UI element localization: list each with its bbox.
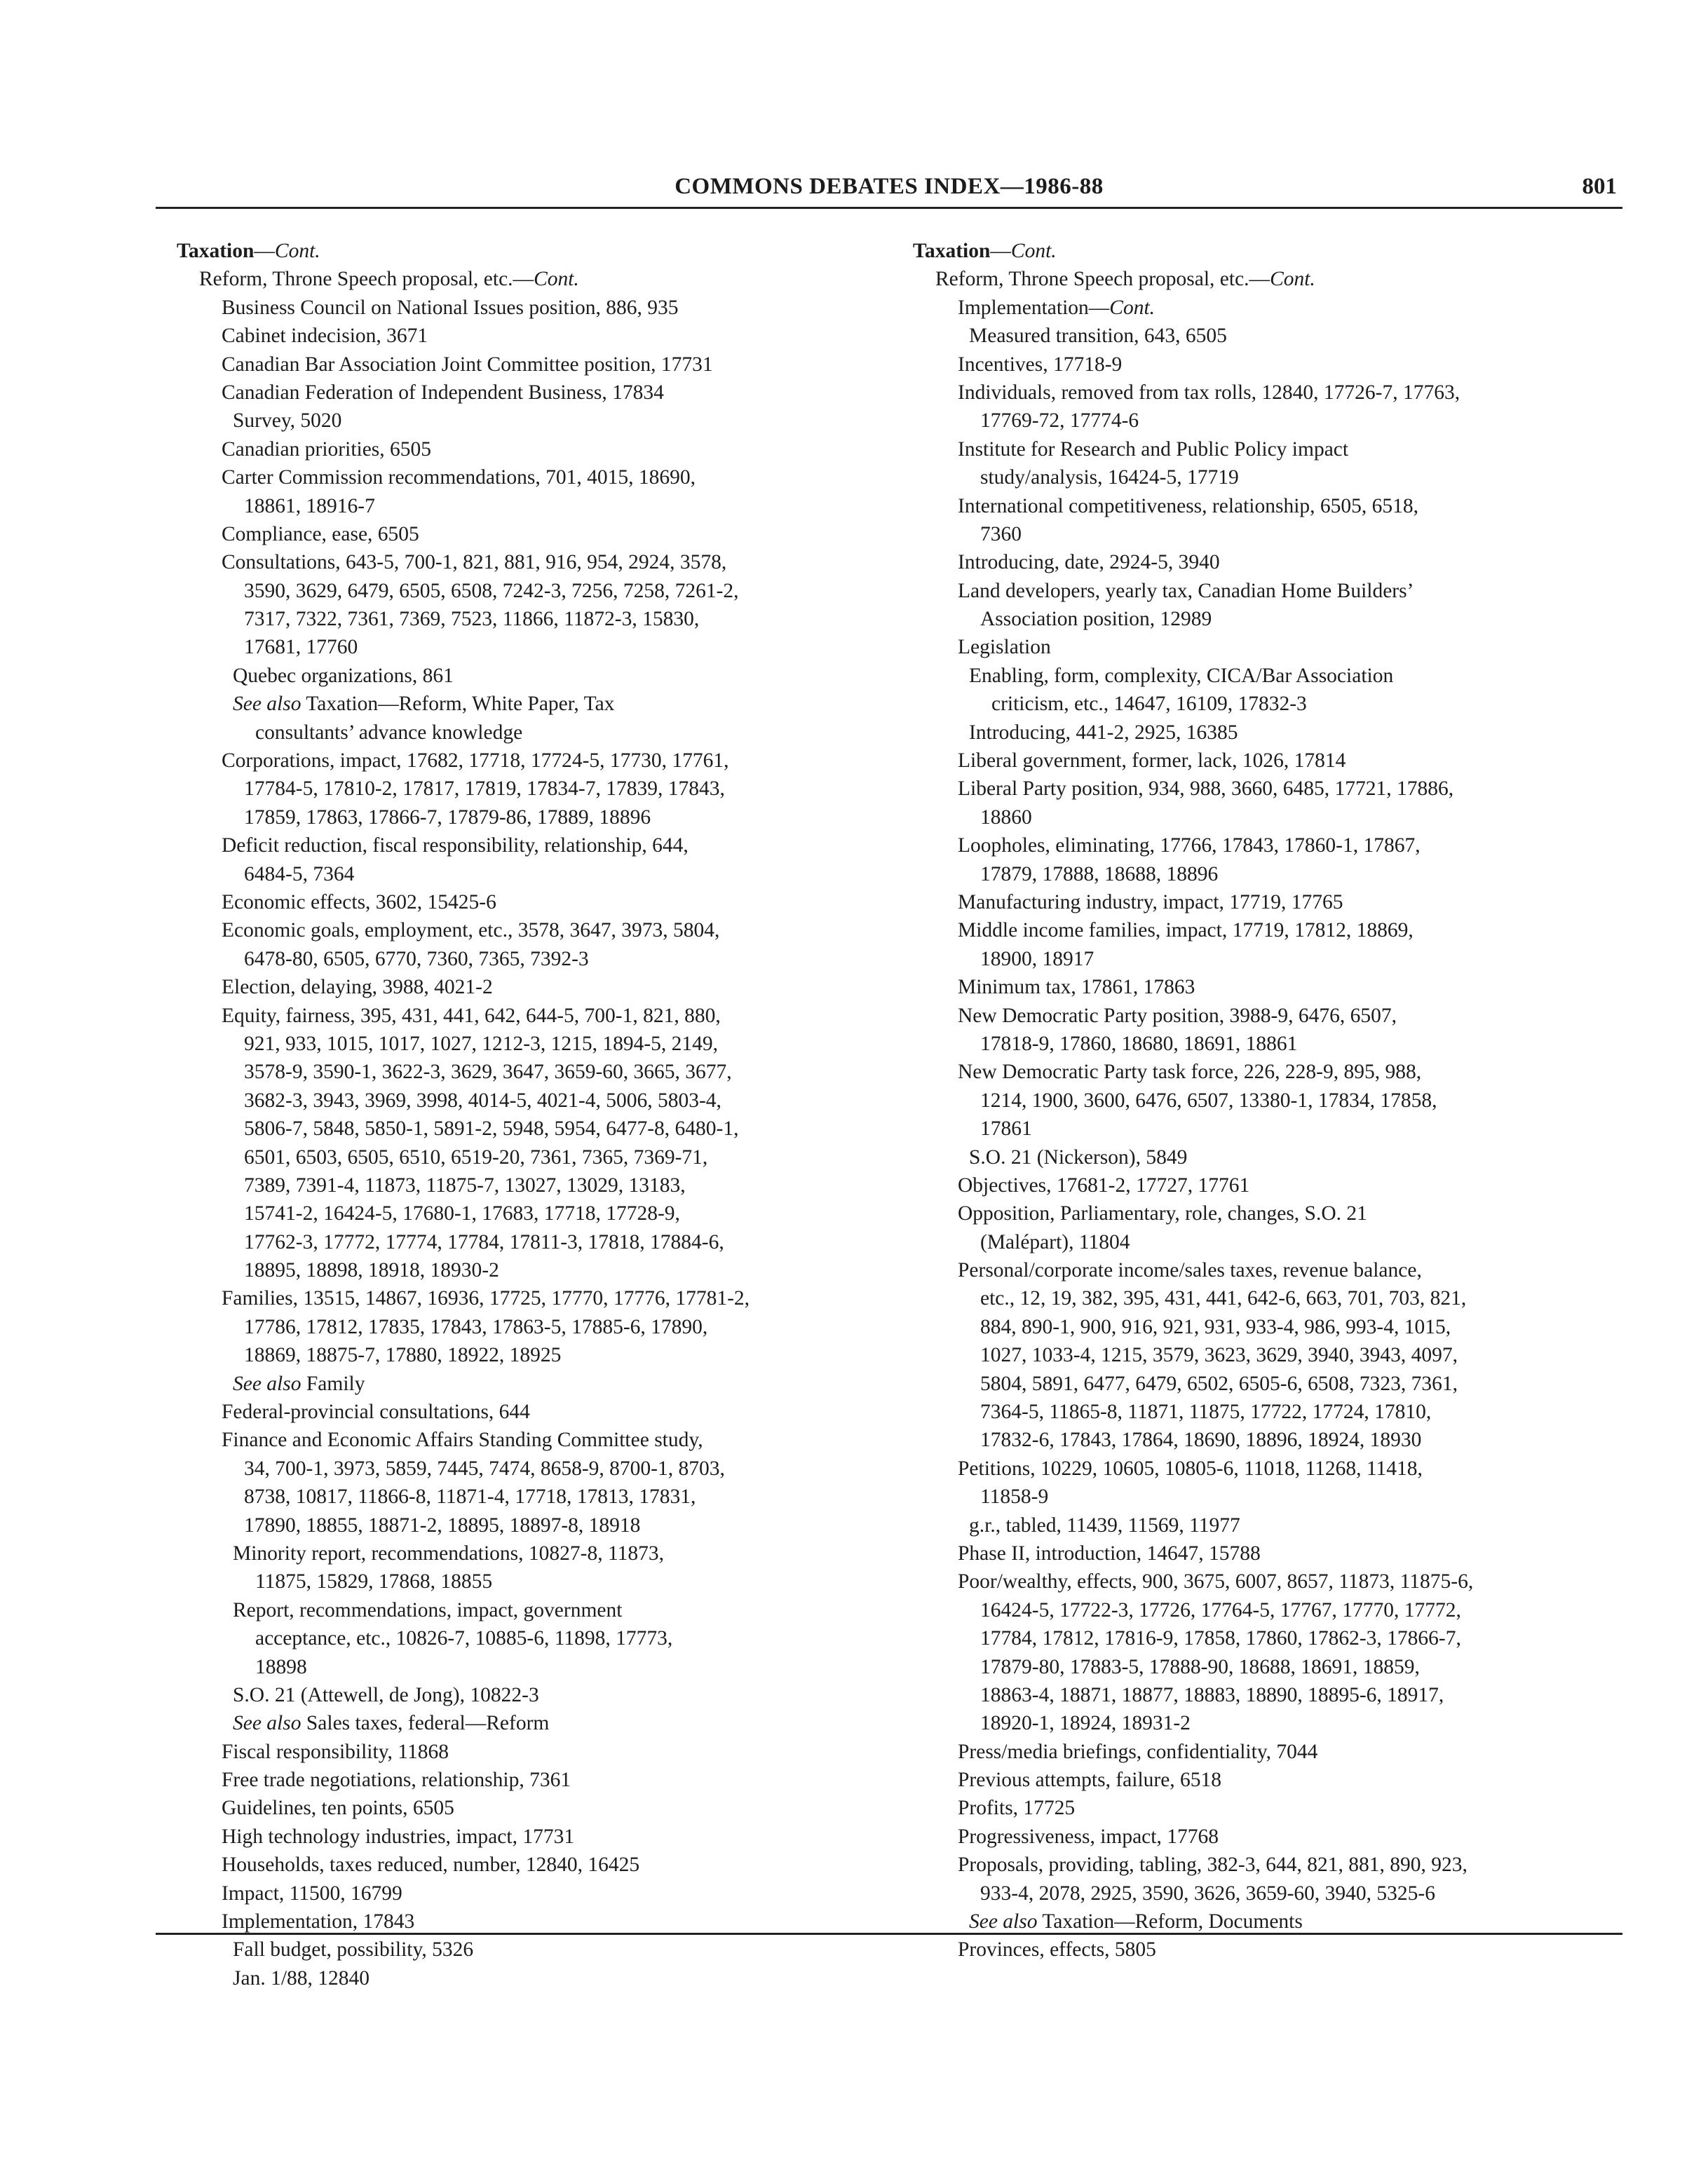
index-entry bbox=[177, 548, 878, 576]
index-entry bbox=[913, 1624, 1607, 1652]
entry-text: 17861 bbox=[980, 1117, 1032, 1141]
index-entry bbox=[177, 1455, 878, 1483]
entry-text: 17832-6, 17843, 17864, 18690, 18896, 18924, 18930 bbox=[980, 1429, 1422, 1452]
index-entry bbox=[913, 945, 1607, 973]
index-entry bbox=[913, 1058, 1607, 1086]
entry-text: Minimum tax, 17861, 17863 bbox=[958, 976, 1195, 999]
entry-text: 5806-7, 5848, 5850-1, 5891-2, 5948, 5954, 6477-8, 6480-1, bbox=[244, 1117, 739, 1141]
entry-text: Association position, 12989 bbox=[980, 608, 1212, 631]
entry-text: 3590, 3629, 6479, 6505, 6508, 7242-3, 7256, 7258, 7261-2, bbox=[244, 579, 739, 602]
index-entry bbox=[177, 1823, 878, 1851]
entry-text: 15741-2, 16424-5, 17680-1, 17683, 17718, 17728-9, bbox=[244, 1202, 680, 1225]
heading-text: Taxation bbox=[177, 240, 255, 262]
entry-text: 5804, 5891, 6477, 6479, 6502, 6505-6, 6508, 7323, 7361, bbox=[980, 1372, 1458, 1395]
entry-text: 1214, 1900, 3600, 6476, 6507, 13380-1, 17834, 17858, bbox=[980, 1089, 1437, 1112]
entry-text: Cabinet indecision, 3671 bbox=[222, 325, 428, 348]
index-entry bbox=[913, 1823, 1607, 1851]
entry-text: Election, delaying, 3988, 4021-2 bbox=[222, 976, 493, 999]
entry-text: 3682-3, 3943, 3969, 3998, 4014-5, 4021-4, 5006, 5803-4, bbox=[244, 1089, 721, 1112]
entry-text: Middle income families, impact, 17719, 17812, 18869, bbox=[958, 919, 1414, 942]
index-entry bbox=[913, 1398, 1607, 1426]
index-entry bbox=[913, 577, 1607, 605]
index-entry bbox=[913, 1511, 1607, 1539]
entry-text: 17786, 17812, 17835, 17843, 17863-5, 17885-6, 17890, bbox=[244, 1315, 708, 1338]
index-entry bbox=[913, 662, 1607, 690]
index-entry bbox=[913, 1455, 1607, 1483]
index-entry bbox=[177, 1624, 878, 1652]
entry-text: Taxation—Reform, Documents bbox=[1037, 1910, 1303, 1933]
entry-text: 18861, 18916-7 bbox=[244, 494, 375, 517]
index-entry bbox=[913, 605, 1607, 633]
index-entry bbox=[177, 1398, 878, 1426]
index-entry bbox=[913, 831, 1607, 859]
entry-text: g.r., tabled, 11439, 11569, 11977 bbox=[969, 1514, 1240, 1537]
entry-text: 17818-9, 17860, 18680, 18691, 18861 bbox=[980, 1032, 1298, 1055]
entry-text: Reform, Throne Speech proposal, etc.— bbox=[199, 268, 534, 291]
index-entry bbox=[177, 1115, 878, 1143]
header-rule bbox=[156, 207, 1622, 209]
entry-text: Compliance, ease, 6505 bbox=[222, 522, 419, 545]
entry-text: 17681, 17760 bbox=[244, 636, 358, 659]
entry-text: 34, 700-1, 3973, 5859, 7445, 7474, 8658-9, 8700-1, 8703, bbox=[244, 1457, 725, 1480]
index-entry bbox=[913, 690, 1607, 718]
index-entry bbox=[177, 1851, 878, 1879]
index-entry bbox=[177, 945, 878, 973]
cross-ref-label: Cont. bbox=[1109, 296, 1155, 319]
index-entry bbox=[913, 1738, 1607, 1766]
entry-text: 933-4, 2078, 2925, 3590, 3626, 3659-60, 3940, 5325-6 bbox=[980, 1882, 1435, 1905]
entry-text: Households, taxes reduced, number, 12840, 16425 bbox=[222, 1854, 640, 1877]
index-entry bbox=[177, 1794, 878, 1822]
index-entry bbox=[913, 351, 1607, 379]
entry-text: Manufacturing industry, impact, 17719, 17765 bbox=[958, 890, 1343, 913]
index-entry bbox=[913, 492, 1607, 520]
entry-text: 18920-1, 18924, 18931-2 bbox=[980, 1712, 1191, 1735]
index-entry bbox=[177, 888, 878, 916]
entry-text: Loopholes, eliminating, 17766, 17843, 17860-1, 17867, bbox=[958, 834, 1421, 857]
entry-text: acceptance, etc., 10826-7, 10885-6, 11898, 17773, bbox=[255, 1627, 673, 1650]
index-entry bbox=[913, 860, 1607, 888]
entry-text: Fiscal responsibility, 11868 bbox=[222, 1740, 449, 1763]
index-entry bbox=[177, 1426, 878, 1454]
index-entry bbox=[913, 1908, 1607, 1936]
entry-text: Taxation—Reform, White Paper, Tax bbox=[301, 693, 615, 716]
entry-text: Provinces, effects, 5805 bbox=[958, 1938, 1156, 1962]
entry-text: Report, recommendations, impact, government bbox=[233, 1598, 623, 1622]
index-entry bbox=[913, 1228, 1607, 1256]
cross-ref-label: Cont. bbox=[274, 240, 320, 262]
index-entry bbox=[913, 1341, 1607, 1369]
index-entry bbox=[177, 973, 878, 1001]
index-entry bbox=[177, 1738, 878, 1766]
index-entry bbox=[177, 605, 878, 633]
entry-text: Canadian Federation of Independent Business, 17834 bbox=[222, 381, 664, 404]
entry-text: 18895, 18898, 18918, 18930-2 bbox=[244, 1259, 499, 1282]
entry-text: 6501, 6503, 6505, 6510, 6519-20, 7361, 7365, 7369-71, bbox=[244, 1145, 708, 1169]
entry-text: Quebec organizations, 861 bbox=[233, 664, 454, 687]
index-entry bbox=[913, 1370, 1607, 1398]
index-entry bbox=[177, 351, 878, 379]
entry-text: Deficit reduction, fiscal responsibility, relationship, 644, bbox=[222, 834, 689, 857]
entry-text: 7364-5, 11865-8, 11871, 11875, 17722, 17724, 17810, bbox=[980, 1401, 1432, 1424]
index-entry bbox=[177, 435, 878, 463]
entry-text: 18869, 18875-7, 17880, 18922, 18925 bbox=[244, 1344, 562, 1367]
entry-text: 7317, 7322, 7361, 7369, 7523, 11866, 11872-3, 15830, bbox=[244, 608, 700, 631]
index-entry bbox=[913, 1284, 1607, 1312]
index-entry bbox=[913, 1143, 1607, 1171]
entry-text: Profits, 17725 bbox=[958, 1797, 1076, 1820]
index-entry bbox=[177, 1002, 878, 1030]
index-entry bbox=[913, 1851, 1607, 1879]
index-entry bbox=[177, 690, 878, 718]
index-column-right bbox=[913, 237, 1607, 1964]
index-entry bbox=[177, 1370, 878, 1398]
entry-text: Petitions, 10229, 10605, 10805-6, 11018, 11268, 11418, bbox=[958, 1457, 1423, 1480]
entry-text: Legislation bbox=[958, 636, 1051, 659]
index-entry bbox=[177, 1284, 878, 1312]
index-entry bbox=[913, 322, 1607, 350]
index-column-left bbox=[177, 237, 878, 1992]
entry-text: 8738, 10817, 11866-8, 11871-4, 17718, 17813, 17831, bbox=[244, 1485, 696, 1509]
index-entry bbox=[177, 1568, 878, 1596]
running-head bbox=[156, 174, 1622, 210]
entry-text: Liberal Party position, 934, 988, 3660, 6485, 17721, 17886, bbox=[958, 777, 1454, 801]
entry-text: 18860 bbox=[980, 805, 1032, 829]
entry-text: 3578-9, 3590-1, 3622-3, 3629, 3647, 3659-60, 3665, 3677, bbox=[244, 1061, 732, 1084]
index-entry bbox=[913, 1002, 1607, 1030]
entry-text: 6478-80, 6505, 6770, 7360, 7365, 7392-3 bbox=[244, 947, 589, 970]
index-entry bbox=[177, 1964, 878, 1992]
entry-text: Fall budget, possibility, 5326 bbox=[233, 1938, 474, 1962]
entry-text: S.O. 21 (Nickerson), 5849 bbox=[969, 1145, 1188, 1169]
index-entry bbox=[177, 1936, 878, 1964]
entry-text: 17879, 17888, 18688, 18896 bbox=[980, 862, 1219, 885]
index-heading bbox=[177, 237, 878, 265]
index-entry bbox=[177, 1143, 878, 1171]
entry-text: New Democratic Party task force, 226, 228-9, 895, 988, bbox=[958, 1061, 1422, 1084]
entry-text: 17784, 17812, 17816-9, 17858, 17860, 17862-3, 17866-7, bbox=[980, 1627, 1461, 1650]
index-entry bbox=[177, 1256, 878, 1284]
index-entry bbox=[177, 1341, 878, 1369]
index-entry bbox=[913, 1653, 1607, 1681]
entry-text: Equity, fairness, 395, 431, 441, 642, 644-5, 700-1, 821, 880, bbox=[222, 1004, 721, 1027]
entry-text: Previous attempts, failure, 6518 bbox=[958, 1769, 1222, 1792]
index-entry bbox=[177, 1483, 878, 1511]
index-entry bbox=[913, 1313, 1607, 1341]
index-entry bbox=[177, 379, 878, 407]
entry-text: 7389, 7391-4, 11873, 11875-7, 13027, 13029, 13183, bbox=[244, 1174, 686, 1197]
cross-ref-label: Cont. bbox=[1270, 268, 1315, 291]
index-entry bbox=[177, 1511, 878, 1539]
entry-text: Phase II, introduction, 14647, 15788 bbox=[958, 1542, 1261, 1565]
entry-text: Impact, 11500, 16799 bbox=[222, 1882, 402, 1905]
index-entry bbox=[177, 1766, 878, 1794]
cross-ref-label: Cont. bbox=[1010, 240, 1057, 262]
index-entry bbox=[913, 888, 1607, 916]
index-entry bbox=[913, 775, 1607, 803]
index-entry bbox=[177, 492, 878, 520]
index-entry bbox=[177, 1228, 878, 1256]
index-entry bbox=[913, 463, 1607, 491]
index-entry bbox=[177, 520, 878, 548]
index-entry bbox=[913, 633, 1607, 661]
entry-text: Survey, 5020 bbox=[233, 409, 342, 433]
index-entry bbox=[177, 577, 878, 605]
index-entry bbox=[913, 1426, 1607, 1454]
index-entry bbox=[913, 1766, 1607, 1794]
index-entry bbox=[177, 633, 878, 661]
entry-text: 921, 933, 1015, 1017, 1027, 1212-3, 1215, 1894-5, 2149, bbox=[244, 1032, 719, 1055]
index-entry bbox=[913, 1171, 1607, 1199]
index-entry bbox=[177, 916, 878, 944]
entry-text: 11875, 15829, 17868, 18855 bbox=[255, 1570, 493, 1593]
index-entry bbox=[913, 1568, 1607, 1596]
index-entry bbox=[177, 1030, 878, 1058]
entry-text: Liberal government, former, lack, 1026, 17814 bbox=[958, 749, 1346, 773]
entry-text: Institute for Research and Public Policy impact bbox=[958, 437, 1349, 461]
entry-text: Family bbox=[301, 1372, 365, 1395]
index-entry bbox=[177, 747, 878, 775]
entry-text: Federal-provincial consultations, 644 bbox=[222, 1401, 530, 1424]
index-entry bbox=[913, 1596, 1607, 1624]
entry-text: Opposition, Parliamentary, role, changes, S.O. 21 bbox=[958, 1202, 1367, 1225]
index-entry bbox=[913, 1256, 1607, 1284]
index-entry bbox=[913, 973, 1607, 1001]
index-heading bbox=[913, 237, 1607, 265]
index-entry bbox=[177, 1058, 878, 1086]
index-entry bbox=[177, 407, 878, 435]
index-entry bbox=[913, 520, 1607, 548]
index-entry bbox=[177, 322, 878, 350]
entry-text: 17890, 18855, 18871-2, 18895, 18897-8, 18918 bbox=[244, 1514, 641, 1537]
index-entry bbox=[913, 1483, 1607, 1511]
entry-text: 884, 890-1, 900, 916, 921, 931, 933-4, 986, 993-4, 1015, bbox=[980, 1315, 1451, 1338]
cross-ref-label: See also bbox=[969, 1910, 1038, 1933]
index-entry bbox=[913, 747, 1607, 775]
entry-text: Finance and Economic Affairs Standing Committee study, bbox=[222, 1429, 703, 1452]
entry-text: Economic effects, 3602, 15425-6 bbox=[222, 890, 496, 913]
entry-text: Proposals, providing, tabling, 382-3, 644, 821, 881, 890, 923, bbox=[958, 1854, 1468, 1877]
index-entry bbox=[913, 265, 1607, 293]
index-entry bbox=[177, 1908, 878, 1936]
entry-text: New Democratic Party position, 3988-9, 6476, 6507, bbox=[958, 1004, 1397, 1027]
entry-text: 11858-9 bbox=[980, 1485, 1049, 1509]
index-entry bbox=[913, 1936, 1607, 1964]
entry-text: Business Council on National Issues position, 886, 935 bbox=[222, 296, 679, 319]
index-entry bbox=[177, 719, 878, 747]
entry-text: 17762-3, 17772, 17774, 17784, 17811-3, 17818, 17884-6, bbox=[244, 1230, 724, 1253]
index-entry bbox=[913, 1087, 1607, 1115]
entry-text: Measured transition, 643, 6505 bbox=[969, 325, 1227, 348]
index-entry bbox=[177, 1087, 878, 1115]
index-entry bbox=[177, 803, 878, 831]
entry-text: Sales taxes, federal—Reform bbox=[301, 1712, 550, 1735]
entry-text: criticism, etc., 14647, 16109, 17832-3 bbox=[991, 693, 1307, 716]
entry-text: — bbox=[254, 240, 275, 262]
entry-text: 17859, 17863, 17866-7, 17879-86, 17889, 18896 bbox=[244, 805, 651, 829]
entry-text: 1027, 1033-4, 1215, 3579, 3623, 3629, 3940, 3943, 4097, bbox=[980, 1344, 1458, 1367]
index-entry bbox=[913, 1199, 1607, 1228]
entry-text: Guidelines, ten points, 6505 bbox=[222, 1797, 454, 1820]
index-entry bbox=[177, 1539, 878, 1568]
entry-text: etc., 12, 19, 382, 395, 431, 441, 642-6, 663, 701, 703, 821, bbox=[980, 1287, 1467, 1310]
cross-ref-label: Cont. bbox=[534, 268, 579, 291]
index-entry bbox=[177, 1879, 878, 1908]
index-entry bbox=[177, 1171, 878, 1199]
entry-text: 16424-5, 17722-3, 17726, 17764-5, 17767, 17770, 17772, bbox=[980, 1598, 1461, 1622]
entry-text: Corporations, impact, 17682, 17718, 17724-5, 17730, 17761, bbox=[222, 749, 729, 773]
entry-text: Personal/corporate income/sales taxes, revenue balance, bbox=[958, 1259, 1422, 1282]
entry-text: Reform, Throne Speech proposal, etc.— bbox=[935, 268, 1270, 291]
index-entry bbox=[177, 265, 878, 293]
entry-text: — bbox=[990, 240, 1011, 262]
entry-text: consultants’ advance knowledge bbox=[255, 721, 523, 744]
index-entry bbox=[177, 1681, 878, 1709]
entry-text: 18863-4, 18871, 18877, 18883, 18890, 18895-6, 18917, bbox=[980, 1683, 1444, 1706]
index-entry bbox=[913, 407, 1607, 435]
heading-text: Taxation bbox=[913, 240, 991, 262]
page-number: 801 bbox=[1582, 174, 1617, 199]
index-entry bbox=[913, 803, 1607, 831]
entry-text: study/analysis, 16424-5, 17719 bbox=[980, 466, 1239, 489]
entry-text: Individuals, removed from tax rolls, 12840, 17726-7, 17763, bbox=[958, 381, 1460, 404]
index-entry bbox=[177, 831, 878, 859]
entry-text: S.O. 21 (Attewell, de Jong), 10822-3 bbox=[233, 1683, 539, 1706]
index-entry bbox=[913, 916, 1607, 944]
entry-text: Introducing, date, 2924-5, 3940 bbox=[958, 551, 1220, 574]
index-entry bbox=[913, 379, 1607, 407]
entry-text: Minority report, recommendations, 10827-8, 11873, bbox=[233, 1542, 665, 1565]
entry-text: International competitiveness, relationship, 6505, 6518, bbox=[958, 494, 1419, 517]
index-entry bbox=[177, 1709, 878, 1737]
entry-text: Introducing, 441-2, 2925, 16385 bbox=[969, 721, 1238, 744]
index-entry bbox=[913, 1115, 1607, 1143]
index-entry bbox=[177, 1596, 878, 1624]
cross-ref-label: See also bbox=[233, 693, 301, 716]
entry-text: Jan. 1/88, 12840 bbox=[233, 1966, 370, 1990]
entry-text: Progressiveness, impact, 17768 bbox=[958, 1825, 1219, 1848]
index-entry bbox=[913, 1794, 1607, 1822]
page-title: COMMONS DEBATES INDEX—1986-88 bbox=[675, 174, 1104, 199]
entry-text: Poor/wealthy, effects, 900, 3675, 6007, 8657, 11873, 11875-6, bbox=[958, 1570, 1474, 1593]
entry-text: Families, 13515, 14867, 16936, 17725, 17770, 17776, 17781-2, bbox=[222, 1287, 750, 1310]
entry-text: Implementation, 17843 bbox=[222, 1910, 415, 1933]
entry-text: 17879-80, 17883-5, 17888-90, 18688, 18691, 18859, bbox=[980, 1655, 1420, 1678]
index-entry bbox=[913, 1879, 1607, 1908]
index-entry bbox=[913, 435, 1607, 463]
entry-text: Incentives, 17718-9 bbox=[958, 353, 1123, 376]
cross-ref-label: See also bbox=[233, 1372, 301, 1395]
entry-text: Consultations, 643-5, 700-1, 821, 881, 916, 954, 2924, 3578, bbox=[222, 551, 727, 574]
entry-text: Implementation— bbox=[958, 296, 1110, 319]
entry-text: Carter Commission recommendations, 701, 4015, 18690, bbox=[222, 466, 696, 489]
entry-text: Economic goals, employment, etc., 3578, 3647, 3973, 5804, bbox=[222, 919, 720, 942]
entry-text: Objectives, 17681-2, 17727, 17761 bbox=[958, 1174, 1250, 1197]
entry-text: Land developers, yearly tax, Canadian Home Builders’ bbox=[958, 579, 1414, 602]
entry-text: High technology industries, impact, 17731 bbox=[222, 1825, 575, 1848]
index-entry bbox=[177, 775, 878, 803]
entry-text: 17784-5, 17810-2, 17817, 17819, 17834-7, 17839, 17843, bbox=[244, 777, 725, 801]
index-entry bbox=[177, 463, 878, 491]
entry-text: Canadian Bar Association Joint Committee position, 17731 bbox=[222, 353, 713, 376]
entry-text: (Malépart), 11804 bbox=[980, 1230, 1130, 1253]
index-entry bbox=[913, 1539, 1607, 1568]
index-entry bbox=[913, 294, 1607, 322]
footer-rule bbox=[156, 1933, 1622, 1935]
entry-text: Press/media briefings, confidentiality, 7044 bbox=[958, 1740, 1318, 1763]
entry-text: Free trade negotiations, relationship, 7361 bbox=[222, 1769, 571, 1792]
entry-text: 18900, 18917 bbox=[980, 947, 1094, 970]
entry-text: 18898 bbox=[255, 1655, 307, 1678]
index-entry bbox=[177, 860, 878, 888]
entry-text: Enabling, form, complexity, CICA/Bar Association bbox=[969, 664, 1394, 687]
index-entry bbox=[913, 1030, 1607, 1058]
index-entry bbox=[177, 662, 878, 690]
index-entry bbox=[177, 1313, 878, 1341]
entry-text: Canadian priorities, 6505 bbox=[222, 437, 432, 461]
index-entry bbox=[177, 294, 878, 322]
index-entry bbox=[913, 1681, 1607, 1709]
index-entry bbox=[177, 1653, 878, 1681]
index-entry bbox=[913, 548, 1607, 576]
entry-text: 6484-5, 7364 bbox=[244, 862, 355, 885]
entry-text: 17769-72, 17774-6 bbox=[980, 409, 1139, 433]
index-entry bbox=[913, 1709, 1607, 1737]
entry-text: 7360 bbox=[980, 522, 1022, 545]
index-entry bbox=[913, 719, 1607, 747]
index-entry bbox=[177, 1199, 878, 1228]
cross-ref-label: See also bbox=[233, 1712, 301, 1735]
